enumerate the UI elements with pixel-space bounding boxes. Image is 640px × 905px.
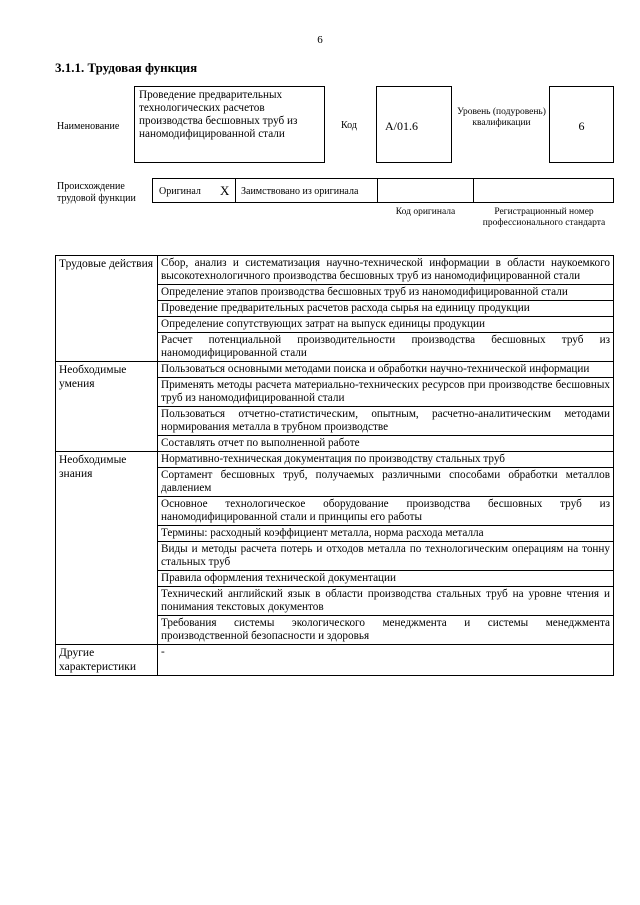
item-cell: Составлять отчет по выполненной работе xyxy=(158,436,614,452)
function-name: Проведение предварительных технологических расчетов производства бесшовных труб из наномодифицированной стали xyxy=(139,89,298,140)
item-cell: Требования системы экологического менеджмента и системы менеджмента производственной безопасности и здоровья xyxy=(158,616,614,645)
item-cell: Технический английский язык в области производства стальных труб на уровне чтения и понимания текстовых документов xyxy=(158,587,614,616)
borrowed-label: Заимствовано из оригинала xyxy=(241,186,359,197)
code-original-box xyxy=(377,178,474,203)
reg-number-label: Регистрационный номер профессионального стандарта xyxy=(482,207,606,228)
code-original-label: Код оригинала xyxy=(395,207,456,217)
category-cell: Необходимые знания xyxy=(56,452,158,645)
code-label: Код xyxy=(341,120,357,131)
reg-number-box xyxy=(473,178,614,203)
item-cell: - xyxy=(158,645,614,676)
level-label: Уровень (подуровень) квалификации xyxy=(457,107,546,128)
table-row xyxy=(56,256,614,285)
item-cell: Сортамент бесшовных труб, получаемых различными способами обработки металлов давлением xyxy=(158,468,614,497)
item-cell: Пользоваться основными методами поиска и обработки научно-технической информации xyxy=(158,362,614,378)
item-cell: Проведение предварительных расчетов расхода сырья на единицу продукции xyxy=(158,301,614,317)
item-cell: Расчет потенциальной производительности производства бесшовных труб из наномодифицированной стали xyxy=(158,333,614,362)
borrowed-box xyxy=(235,178,378,203)
item-cell: Основное технологическое оборудование производства бесшовных труб из наномодифицированной стали и принципы его работы xyxy=(158,497,614,526)
page-number: 6 xyxy=(317,34,323,46)
function-table xyxy=(55,255,614,676)
category-cell: Трудовые действия xyxy=(56,256,158,362)
original-label: Оригинал xyxy=(159,186,201,197)
item-cell: Термины: расходный коэффициент металла, норма расхода металла xyxy=(158,526,614,542)
item-cell: Нормативно-техническая документация по производству стальных труб xyxy=(158,452,614,468)
level-value: 6 xyxy=(578,119,585,133)
item-cell: Определение этапов производства бесшовных труб из наномодифицированной стали xyxy=(158,285,614,301)
original-box xyxy=(152,178,236,203)
section-title: 3.1.1. Трудовая функция xyxy=(55,60,198,75)
item-cell: Сбор, анализ и систематизация научно-технической информации в области наукоемкого высокотехнологичного производства бесшовных труб из наномодифицированной стали xyxy=(158,256,614,285)
origin-label: Происхождение трудовой функции xyxy=(57,181,136,204)
category-cell: Необходимые умения xyxy=(56,362,158,452)
item-cell: Виды и методы расчета потерь и отходов металла по технологическим операциям на тонну стальных труб xyxy=(158,542,614,571)
table-row xyxy=(56,362,614,378)
name-label: Наименование xyxy=(57,121,120,132)
category-cell: Другие характеристики xyxy=(56,645,158,676)
item-cell: Пользоваться отчетно-статистическим, опытным, расчетно-аналитическим методами нормирования металла в трубном производстве xyxy=(158,407,614,436)
item-cell: Определение сопутствующих затрат на выпуск единицы продукции xyxy=(158,317,614,333)
original-mark: X xyxy=(220,183,230,198)
code-box xyxy=(376,86,452,163)
level-box xyxy=(549,86,614,163)
function-name-box xyxy=(134,86,325,163)
table-row xyxy=(56,645,614,676)
item-cell: Применять методы расчета материально-технических ресурсов при производстве бесшовных труб из наномодифицированной стали xyxy=(158,378,614,407)
item-cell: Правила оформления технической документации xyxy=(158,571,614,587)
code-value: A/01.6 xyxy=(385,119,418,133)
table-row xyxy=(56,452,614,468)
